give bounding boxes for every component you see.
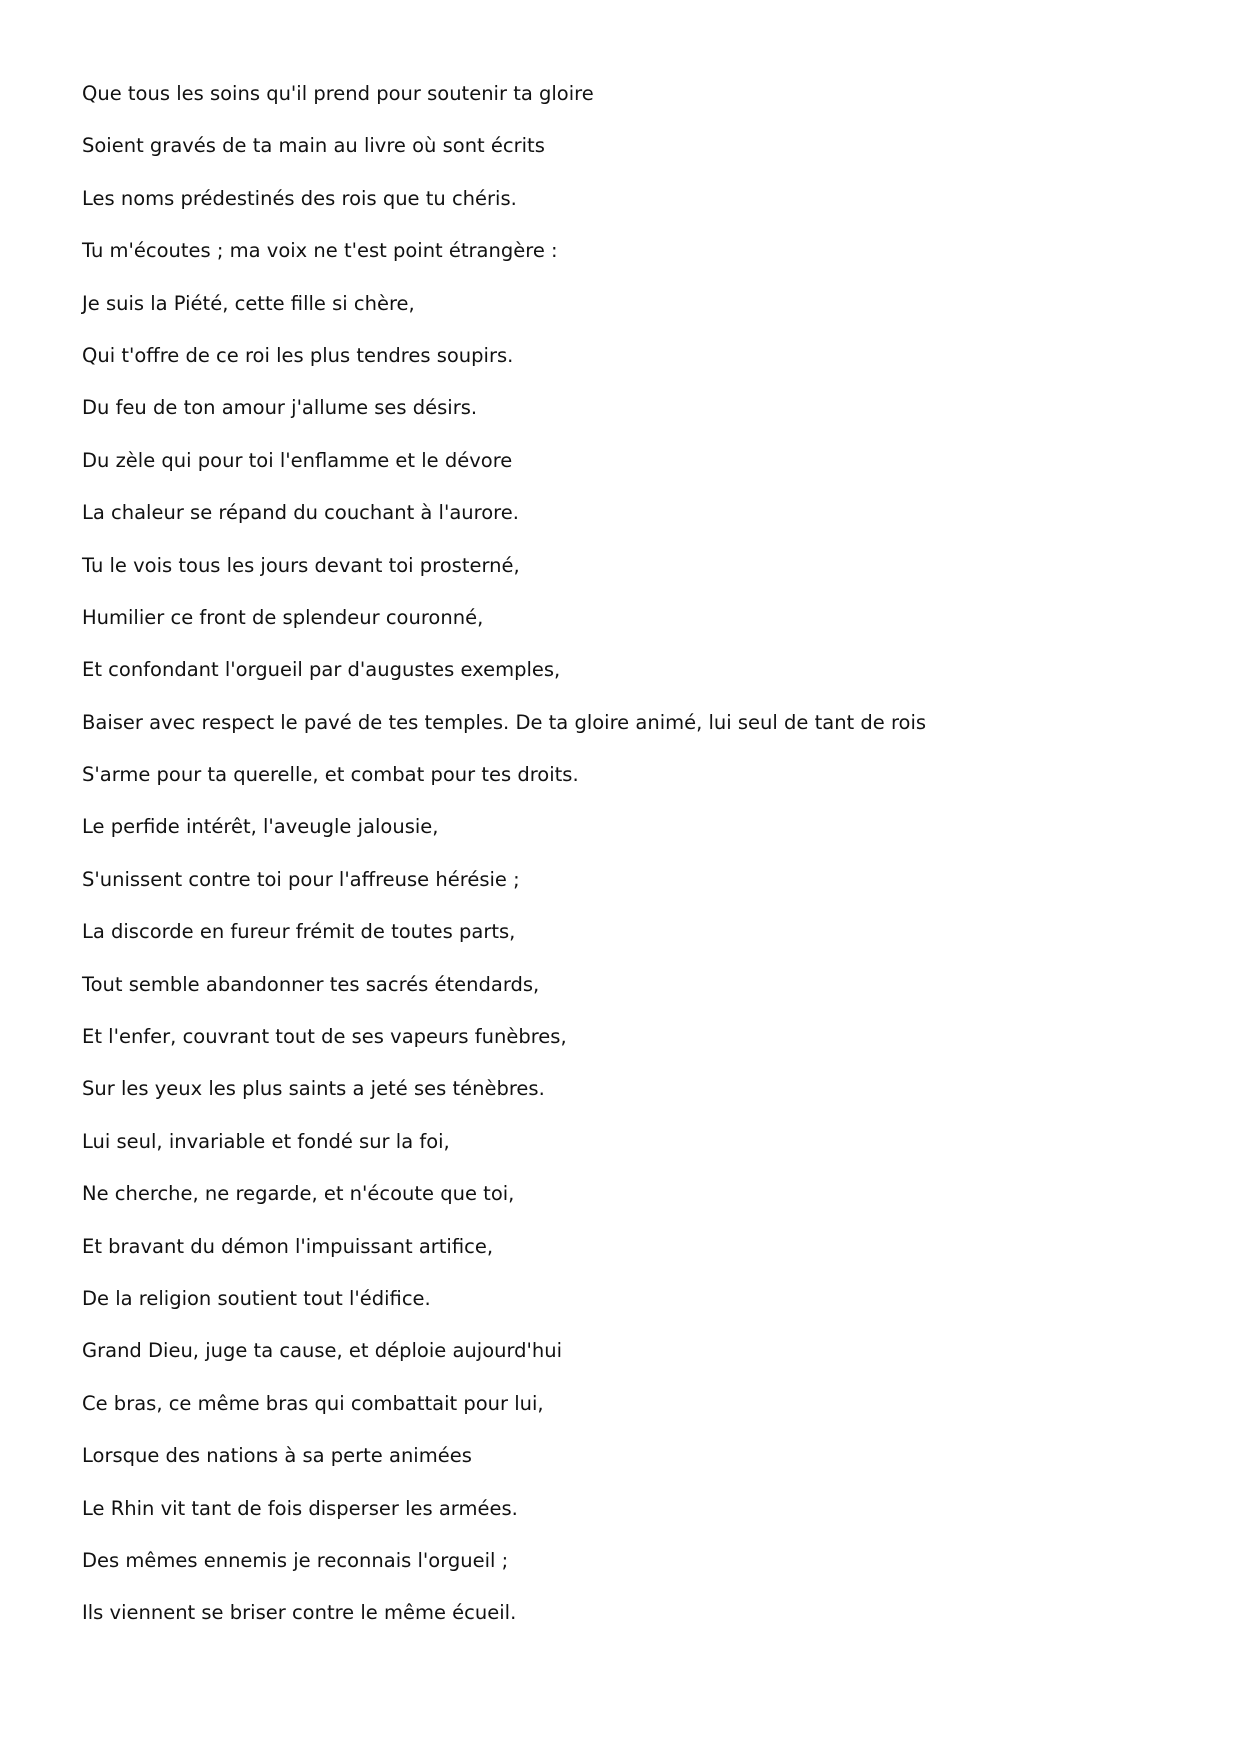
- verse-line: Le perfide intérêt, l'aveugle jalousie,: [82, 815, 439, 839]
- verse-line: La discorde en fureur frémit de toutes parts,: [82, 920, 516, 944]
- verse-line: Humilier ce front de splendeur couronné,: [82, 605, 484, 629]
- verse-line: S'unissent contre toi pour l'affreuse hérésie ;: [82, 867, 520, 891]
- verse-line: Lui seul, invariable et fondé sur la foi,: [82, 1129, 450, 1153]
- verse-line: Ils viennent se briser contre le même écueil.: [82, 1601, 517, 1625]
- verse-line: Ce bras, ce même bras qui combattait pour lui,: [82, 1391, 544, 1415]
- verse-line: Soient gravés de ta main au livre où sont écrits: [82, 134, 545, 158]
- verse-line: De la religion soutient tout l'édifice.: [82, 1286, 431, 1310]
- verse-line: Je suis la Piété, cette fille si chère,: [82, 291, 415, 315]
- verse-line: Du feu de ton amour j'allume ses désirs.: [82, 396, 478, 420]
- verse-line: Les noms prédestinés des rois que tu chéris.: [82, 186, 517, 210]
- verse-line: Qui t'offre de ce roi les plus tendres soupirs.: [82, 343, 514, 367]
- verse-line: Et bravant du démon l'impuissant artifice,: [82, 1234, 494, 1258]
- verse-line: Grand Dieu, juge ta cause, et déploie aujourd'hui: [82, 1339, 563, 1363]
- verse-line: Le Rhin vit tant de fois disperser les armées.: [82, 1496, 518, 1520]
- verse-line: Que tous les soins qu'il prend pour soutenir ta gloire: [82, 82, 594, 105]
- verse-line: Du zèle qui pour toi l'enflamme et le dévore: [82, 448, 513, 472]
- verse-line: S'arme pour ta querelle, et combat pour tes droits.: [82, 763, 579, 787]
- verse-line: Tu m'écoutes ; ma voix ne t'est point étrangère :: [82, 239, 558, 263]
- verse-list: [82, 82, 1182, 1654]
- verse-line: Des mêmes ennemis je reconnais l'orgueil ;: [82, 1548, 509, 1572]
- verse-line: Lorsque des nations à sa perte animées: [82, 1444, 472, 1468]
- verse-line: Tu le vois tous les jours devant toi prosterné,: [82, 553, 520, 577]
- verse-line: La chaleur se répand du couchant à l'aurore.: [82, 501, 519, 525]
- verse-line: Et l'enfer, couvrant tout de ses vapeurs funèbres,: [82, 1025, 567, 1049]
- verse-line: Ne cherche, ne regarde, et n'écoute que toi,: [82, 1182, 515, 1206]
- verse-line: Baiser avec respect le pavé de tes temples. De ta gloire animé, lui seul de tant de rois: [82, 710, 927, 734]
- verse-line: Tout semble abandonner tes sacrés étendards,: [82, 972, 540, 996]
- verse-line: Et confondant l'orgueil par d'augustes exemples,: [82, 658, 561, 682]
- verse-line: Sur les yeux les plus saints a jeté ses ténèbres.: [82, 1077, 545, 1101]
